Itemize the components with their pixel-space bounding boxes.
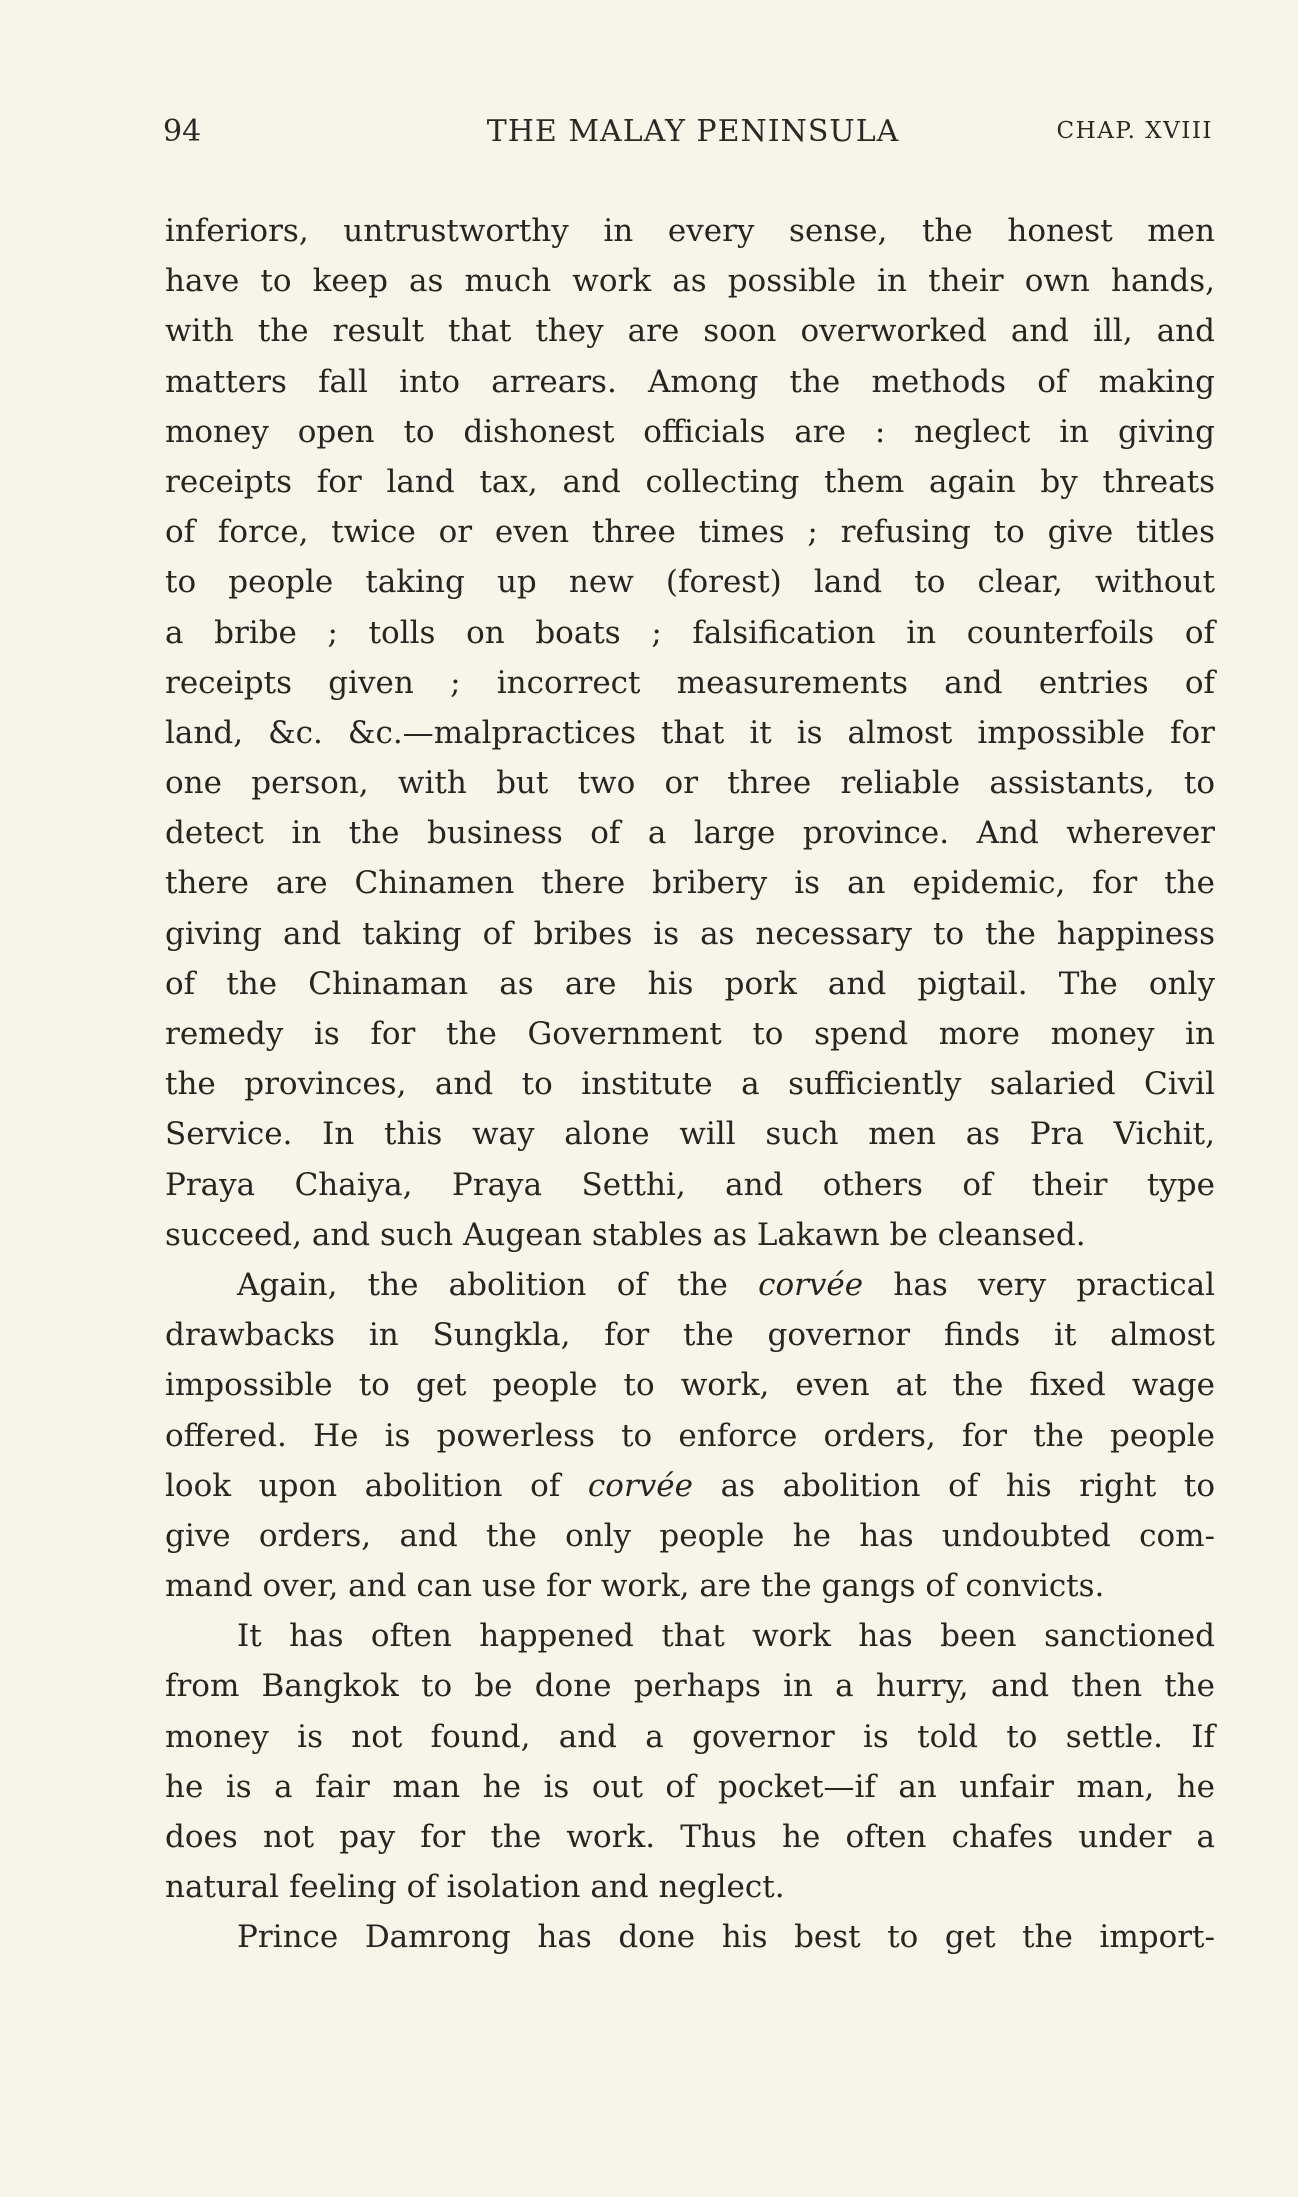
page-number: 94 [163, 114, 202, 149]
text-line: money is not found, and a governor is told to settle. If [165, 1718, 1215, 1755]
text-line: detect in the business of a large province. And wherever [165, 815, 1215, 852]
text-line: natural feeling of isolation and neglect. [165, 1869, 785, 1906]
italic-term: corvée [758, 1266, 864, 1303]
text-line: from Bangkok to be done perhaps in a hurry, and then the [165, 1668, 1215, 1705]
text-line: the provinces, and to institute a sufficiently salaried Civil [165, 1066, 1215, 1103]
text-line: give orders, and the only people he has undoubted com- [165, 1517, 1215, 1554]
text-line: inferiors, untrustworthy in every sense, the honest men [165, 213, 1215, 249]
text-segment: Again, the abolition of the [237, 1266, 759, 1303]
text-line: Praya Chaiya, Praya Setthi, and others of their type [165, 1166, 1215, 1203]
text-line: to people taking up new (forest) land to clear, without [165, 564, 1215, 601]
text-line: matters fall into arrears. Among the methods of making [165, 363, 1215, 400]
text-line: Service. In this way alone will such men as Pra Vichit, [165, 1116, 1215, 1153]
text-line: of the Chinaman as are his pork and pigtail. The only [165, 965, 1215, 1002]
text-line: money open to dishonest officials are : neglect in giving [165, 413, 1215, 450]
text-line: offered. He is powerless to enforce orders, for the people [165, 1417, 1215, 1454]
text-line: giving and taking of bribes is as necessary to the happiness [165, 915, 1215, 952]
text-line: remedy is for the Government to spend more money in [165, 1016, 1215, 1052]
text-line: have to keep as much work as possible in their own hands, [165, 263, 1215, 300]
text-segment: has very practical [863, 1266, 1215, 1303]
running-header [163, 114, 1213, 158]
text-line: receipts given ; incorrect measurements and entries of [165, 664, 1215, 701]
text-line: with the result that they are soon overworked and ill, and [165, 313, 1215, 350]
text-line: receipts for land tax, and collecting them again by threats [165, 463, 1215, 500]
text-line: he is a fair man he is out of pocket—if an unfair man, he [165, 1768, 1215, 1805]
italic-term: corvée [587, 1467, 693, 1504]
body-text [165, 206, 1215, 1963]
text-line: Prince Damrong has done his best to get the import- [237, 1919, 1215, 1956]
text-line: one person, with but two or three reliable assistants, to [165, 765, 1215, 802]
chapter-label: CHAP. XVIII [1056, 118, 1213, 144]
text-line: It has often happened that work has been sanctioned [237, 1618, 1215, 1655]
text-line: impossible to get people to work, even at the fixed wage [165, 1367, 1215, 1404]
text-line: there are Chinamen there bribery is an epidemic, for the [165, 865, 1215, 902]
text-line [165, 1260, 1215, 1310]
text-line: of force, twice or even three times ; refusing to give titles [165, 514, 1215, 551]
text-line: a bribe ; tolls on boats ; falsification in counterfoils of [165, 614, 1215, 651]
text-line [165, 1461, 1215, 1511]
text-line: land, &c. &c.—malpractices that it is almost impossible for [165, 714, 1215, 751]
text-line: does not pay for the work. Thus he often chafes under a [165, 1819, 1215, 1855]
text-line: succeed, and such Augean stables as Lakawn be cleansed. [165, 1216, 1086, 1253]
text-segment: look upon abolition of [165, 1467, 588, 1504]
text-line: drawbacks in Sungkla, for the governor finds it almost [165, 1317, 1215, 1354]
running-title: THE MALAY PENINSULA [486, 114, 900, 149]
text-segment: as abolition of his right to [692, 1467, 1215, 1504]
text-line: mand over, and can use for work, are the gangs of convicts. [165, 1568, 1105, 1605]
